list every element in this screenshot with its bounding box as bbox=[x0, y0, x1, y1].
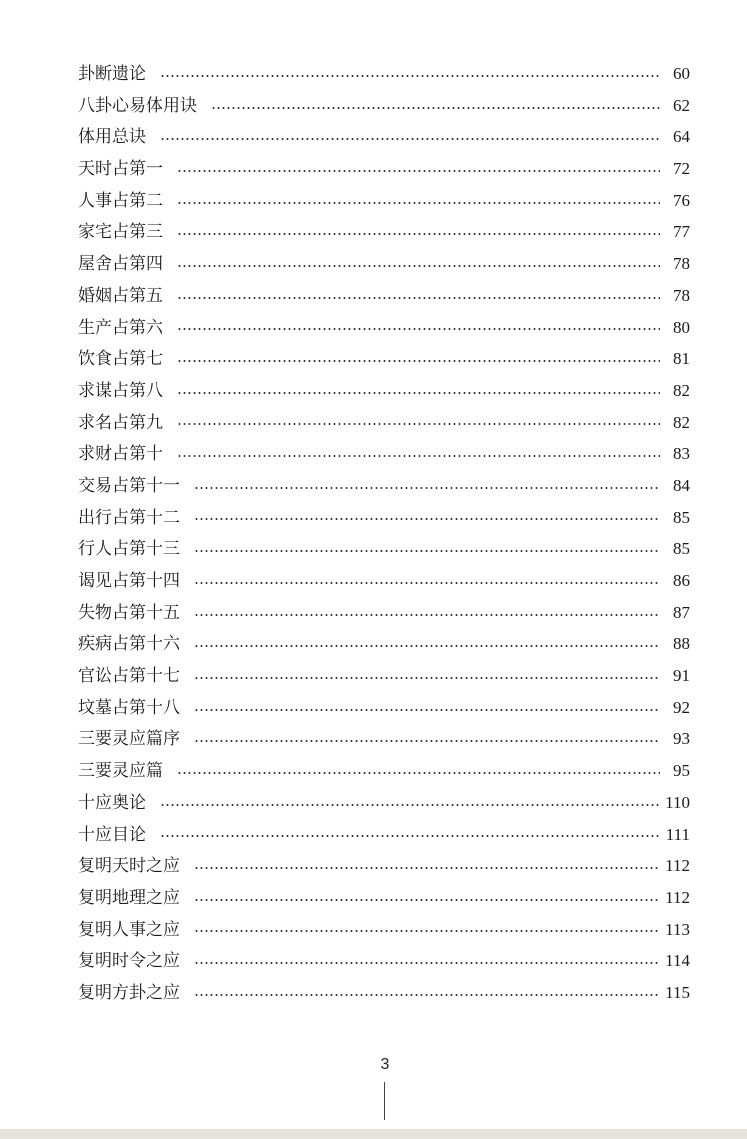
toc-page-number: 62 bbox=[673, 95, 690, 115]
toc-title: 八卦心易体用诀 bbox=[78, 95, 197, 116]
toc-title: 交易占第十一 bbox=[78, 475, 180, 496]
toc-leader-dots bbox=[177, 170, 660, 172]
toc-leader-dots bbox=[160, 75, 660, 77]
toc-title: 坟墓占第十八 bbox=[78, 697, 180, 718]
toc-entry[interactable] bbox=[78, 470, 690, 502]
toc-title: 三要灵应篇 bbox=[78, 761, 163, 782]
toc-leader-dots bbox=[194, 518, 660, 520]
toc-leader-dots bbox=[194, 582, 660, 584]
toc-leader-dots bbox=[177, 265, 660, 267]
toc-leader-dots bbox=[160, 138, 660, 140]
toc-entry[interactable] bbox=[78, 248, 690, 280]
toc-page-number: 76 bbox=[673, 190, 690, 210]
toc-page-number: 83 bbox=[673, 444, 690, 464]
toc-title: 人事占第二 bbox=[78, 190, 163, 211]
toc-title: 天时占第一 bbox=[78, 159, 163, 180]
page-number: 3 bbox=[380, 1056, 390, 1073]
toc-page-number: 87 bbox=[673, 602, 690, 622]
toc-entry[interactable] bbox=[78, 977, 690, 1009]
toc-title: 谒见占第十四 bbox=[78, 571, 180, 591]
toc-page-number: 113 bbox=[665, 919, 690, 939]
toc-page-number: 78 bbox=[673, 254, 690, 274]
toc-page-number: 64 bbox=[673, 127, 690, 147]
toc-title: 复明地理之应 bbox=[78, 887, 180, 908]
toc-title: 家宅占第三 bbox=[78, 222, 163, 243]
toc-entry[interactable] bbox=[78, 90, 690, 122]
toc-title: 官讼占第十七 bbox=[78, 666, 180, 687]
toc-leader-dots bbox=[194, 709, 660, 711]
toc-entry[interactable] bbox=[78, 597, 690, 629]
toc-leader-dots bbox=[194, 867, 659, 869]
toc-title: 生产占第六 bbox=[78, 317, 163, 338]
toc-entry[interactable] bbox=[78, 533, 690, 565]
toc-title: 疾病占第十六 bbox=[78, 634, 180, 655]
toc-entry[interactable] bbox=[78, 660, 690, 692]
toc-title: 复明时令之应 bbox=[78, 951, 180, 972]
toc-entry[interactable] bbox=[78, 755, 690, 787]
toc-page-number: 93 bbox=[673, 729, 690, 749]
toc-entry[interactable] bbox=[78, 375, 690, 407]
toc-leader-dots bbox=[194, 740, 660, 742]
toc-leader-dots bbox=[211, 107, 660, 109]
toc-leader-dots bbox=[177, 328, 660, 330]
toc-leader-dots bbox=[194, 645, 660, 647]
toc-title: 饮食占第七 bbox=[78, 349, 163, 370]
toc-entry[interactable] bbox=[78, 438, 690, 470]
toc-page-number: 84 bbox=[673, 475, 690, 495]
toc-entry[interactable] bbox=[78, 121, 690, 153]
toc-page-number: 82 bbox=[673, 380, 690, 400]
toc-page-number: 81 bbox=[673, 349, 690, 369]
toc-entry[interactable] bbox=[78, 185, 690, 217]
toc-leader-dots bbox=[194, 677, 660, 679]
toc-page-number: 114 bbox=[665, 951, 690, 971]
toc-entry[interactable] bbox=[78, 914, 690, 946]
toc-entry[interactable] bbox=[78, 280, 690, 312]
toc-title: 婚姻占第五 bbox=[78, 285, 163, 306]
toc-page-number: 111 bbox=[665, 824, 690, 844]
toc-title: 行人占第十三 bbox=[78, 539, 180, 560]
toc-entry[interactable] bbox=[78, 343, 690, 375]
toc-leader-dots bbox=[177, 423, 660, 425]
toc-entry[interactable] bbox=[78, 216, 690, 248]
toc-page-number: 92 bbox=[673, 697, 690, 717]
toc-leader-dots bbox=[160, 835, 660, 837]
toc-title: 复明人事之应 bbox=[78, 919, 180, 940]
toc-leader-dots bbox=[177, 360, 660, 362]
toc-title: 卦断遗论 bbox=[78, 64, 146, 84]
toc-leader-dots bbox=[177, 772, 660, 774]
toc-entry[interactable] bbox=[78, 565, 690, 597]
toc-entry[interactable] bbox=[78, 628, 690, 660]
toc-entry[interactable] bbox=[78, 945, 690, 977]
toc-title: 十应奥论 bbox=[78, 792, 146, 813]
toc-entry[interactable] bbox=[78, 58, 690, 90]
toc-title: 屋舍占第四 bbox=[78, 254, 163, 275]
toc-page-number: 60 bbox=[673, 64, 690, 83]
toc-title: 求谋占第八 bbox=[78, 380, 163, 401]
toc-leader-dots bbox=[194, 962, 659, 964]
toc-title: 求财占第十 bbox=[78, 444, 163, 465]
toc-entry[interactable] bbox=[78, 819, 690, 851]
toc-page-number: 80 bbox=[673, 317, 690, 337]
toc-entry[interactable] bbox=[78, 787, 690, 819]
page-bottom-edge bbox=[0, 1129, 747, 1139]
toc-title: 失物占第十五 bbox=[78, 602, 180, 623]
toc-entry[interactable] bbox=[78, 882, 690, 914]
toc-entry[interactable] bbox=[78, 502, 690, 534]
toc-page-number: 95 bbox=[673, 761, 690, 781]
toc-page-number: 86 bbox=[673, 571, 690, 590]
toc-title: 出行占第十二 bbox=[78, 507, 180, 528]
toc-title: 求名占第九 bbox=[78, 412, 163, 433]
toc-page-number: 77 bbox=[673, 222, 690, 242]
toc-page-number: 88 bbox=[673, 634, 690, 654]
toc-page-number: 110 bbox=[665, 792, 690, 812]
toc-page-number: 112 bbox=[665, 887, 690, 907]
toc-leader-dots bbox=[194, 550, 660, 552]
toc-entry[interactable] bbox=[78, 407, 690, 439]
page-number-rule bbox=[384, 1082, 385, 1120]
toc-leader-dots bbox=[194, 994, 659, 996]
toc-entry[interactable] bbox=[78, 723, 690, 755]
toc-entry[interactable] bbox=[78, 153, 690, 185]
toc-title: 十应目论 bbox=[78, 824, 146, 845]
toc-leader-dots bbox=[160, 804, 659, 806]
toc-page-number: 72 bbox=[673, 159, 690, 179]
toc-page-number: 115 bbox=[665, 982, 690, 1002]
toc-page-number: 85 bbox=[673, 507, 690, 527]
toc-title: 复明天时之应 bbox=[78, 856, 180, 877]
toc-leader-dots bbox=[194, 930, 659, 932]
toc-page-number: 82 bbox=[673, 412, 690, 432]
toc-leader-dots bbox=[177, 202, 660, 204]
toc-page-number: 85 bbox=[673, 539, 690, 559]
toc-title: 体用总诀 bbox=[78, 127, 146, 148]
toc-leader-dots bbox=[194, 899, 659, 901]
toc-leader-dots bbox=[177, 392, 660, 394]
table-of-contents bbox=[78, 58, 690, 1009]
toc-entry[interactable] bbox=[78, 312, 690, 344]
toc-leader-dots bbox=[177, 233, 660, 235]
toc-entry[interactable] bbox=[78, 850, 690, 882]
toc-leader-dots bbox=[177, 455, 660, 457]
toc-entry[interactable] bbox=[78, 692, 690, 724]
toc-leader-dots bbox=[194, 614, 660, 616]
toc-page-number: 91 bbox=[673, 666, 690, 686]
toc-title: 三要灵应篇序 bbox=[78, 729, 180, 750]
toc-page-number: 112 bbox=[665, 856, 690, 876]
toc-page-number: 78 bbox=[673, 285, 690, 305]
toc-title: 复明方卦之应 bbox=[78, 982, 180, 1003]
toc-leader-dots bbox=[177, 297, 660, 299]
toc-leader-dots bbox=[194, 487, 660, 489]
